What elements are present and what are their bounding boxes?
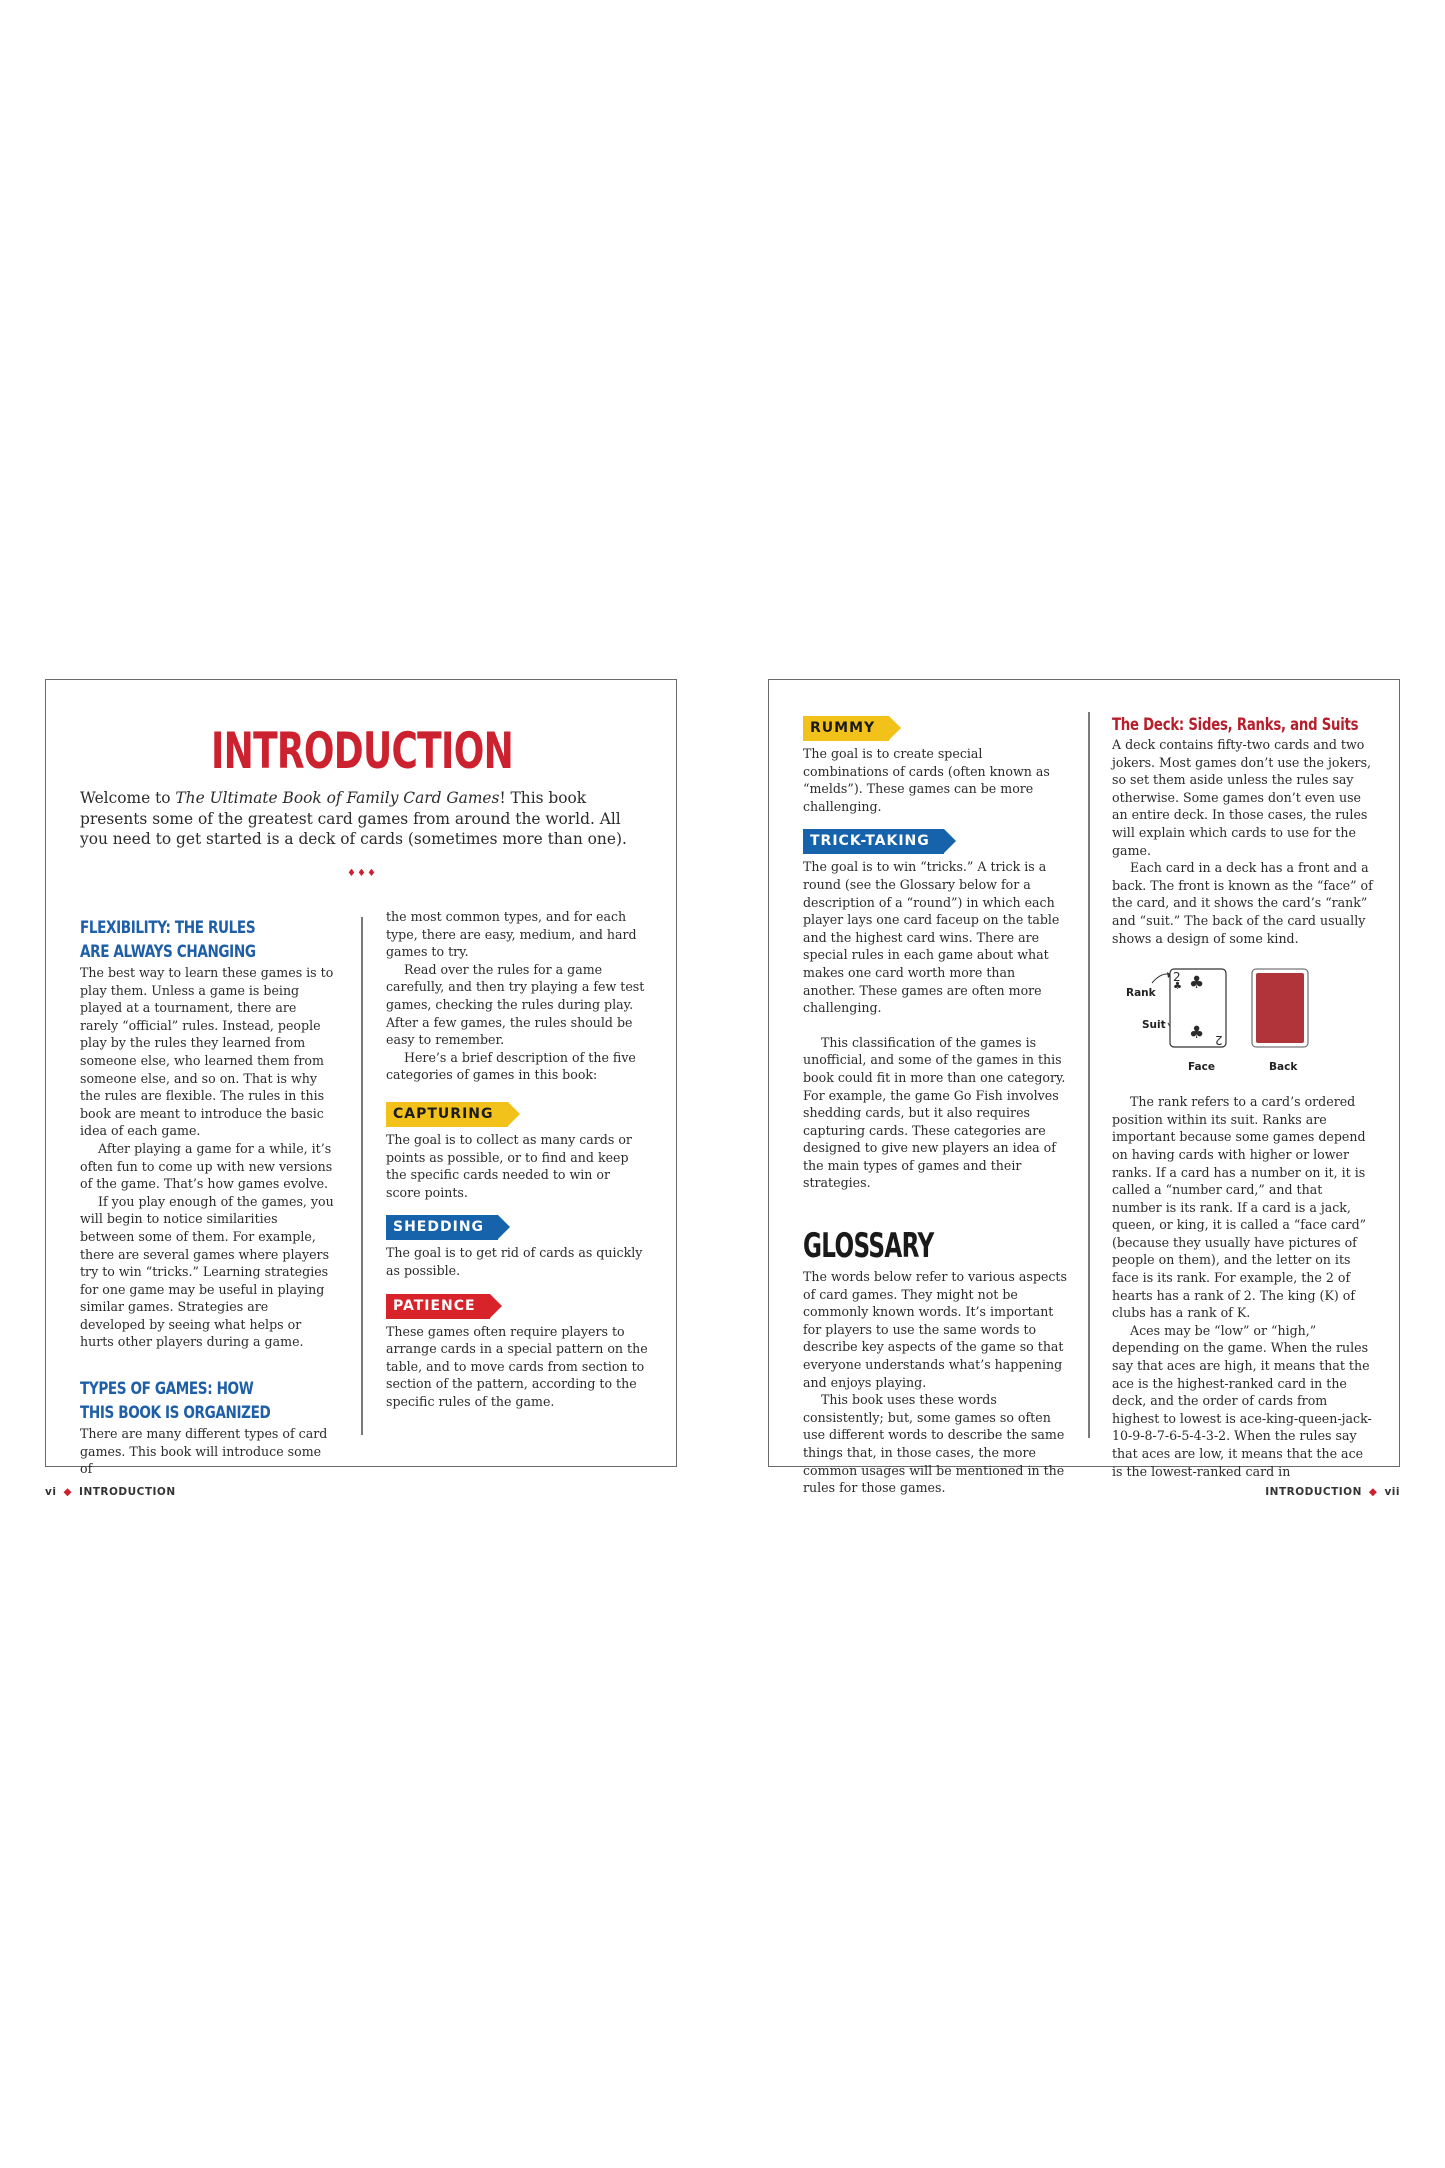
shedding-description: The goal is to get rid of cards as quickly as possible. — [386, 1245, 643, 1278]
book-title: The Ultimate Book of Family Card Games — [175, 789, 500, 807]
left-footer — [45, 1486, 176, 1498]
glossary-paragraph-2: This book uses these words consistently; but, some games so often use different words to describe the same things that, in those cases, the more common usages will be mentioned in the rules for those games. — [803, 1392, 1065, 1496]
rank-label: Rank — [1126, 987, 1156, 1000]
diamond-divider-icon: ♦♦♦ — [347, 868, 377, 879]
left-column-2 — [386, 908, 648, 1410]
flexibility-paragraph-1: The best way to learn these games is to play them. Unless a game is being played at a tournament, there are rarely “official” rules. Instead, people play by the rules they learned from someone else, who learned them from someone else, and so on. That is why the rules are flexible. The rules in this book are meant to introduce the basic idea of each game. — [80, 965, 334, 1139]
patience-tag: PATIENCE — [386, 1294, 490, 1319]
patience-description: These games often require players to arrange cards in a special pattern on the table, and to move cards from section to section of the pattern, according to the specific rules of the game. — [386, 1323, 648, 1409]
right-page-number: vii — [1384, 1486, 1400, 1498]
column-rule — [1088, 712, 1090, 1438]
glossary-title: GLOSSARY — [803, 1226, 934, 1267]
left-page-number: vi — [45, 1486, 57, 1498]
right-column-1 — [803, 716, 1071, 1497]
deck-heading: The Deck: Sides, Ranks, and Suits — [1112, 715, 1359, 735]
intro-text-start: Welcome to — [80, 789, 176, 807]
types-paragraph-4: Here’s a brief description of the five categories of games in this book: — [386, 1049, 636, 1083]
suit-label: Suit — [1142, 1019, 1166, 1032]
capturing-tag: CAPTURING — [386, 1102, 508, 1127]
flexibility-heading-line1: FLEXIBILITY: THE RULES — [80, 918, 256, 938]
footer-diamond-icon: ◆ — [1368, 1486, 1378, 1498]
capturing-description: The goal is to collect as many cards or points as possible, or to find and keep the specific cards needed to win or score points. — [386, 1131, 632, 1200]
left-page — [45, 679, 677, 1477]
intro-paragraph — [80, 788, 650, 850]
glossary-paragraph-1: The words below refer to various aspects of card games. They might not be commonly known words. It’s important for players to use the same words to describe key aspects of the game so that everyone understands what’s happening and enjoys playing. — [803, 1269, 1067, 1390]
back-label: Back — [1269, 1061, 1298, 1074]
flexibility-heading-line2: ARE ALWAYS CHANGING — [80, 942, 256, 962]
club-pip-top-icon: ♣ — [1189, 973, 1205, 994]
types-paragraph-1: There are many different types of card games. This book will introduce some of — [80, 1426, 328, 1477]
trick-taking-tag: TRICK-TAKING — [803, 829, 944, 854]
back-card-pattern — [1256, 973, 1304, 1043]
column-rule — [361, 917, 363, 1435]
card-diagram — [1112, 967, 1374, 1085]
rank-paragraph-2: Aces may be “low” or “high,” depending on the game. When the rules say that aces are high, it means that the ace is the highest-ranked card in the deck, and the order of cards from highest to lowest is ace-king-queen-jack-10-9-8-7-6-5-4-3-2. When the rules say that aces are low, it means that the ace is the lowest-ranked card in — [1112, 1322, 1372, 1479]
types-paragraph-3: Read over the rules for a game carefully, and then try playing a few test games, checking the rules during play. After a few games, the rules should be easy to remember. — [386, 961, 645, 1048]
flexibility-paragraph-2: After playing a game for a while, it’s often fun to come up with new versions of the game. That’s how games evolve. — [80, 1140, 333, 1192]
flexibility-paragraph-3: If you play enough of the games, you will begin to notice similarities between some of them. For example, there are several games where players try to win “tricks.” Learning strategies for one game may be useful in playing similar games. Strategies are developed by seeing what helps or hurts other players during a game. — [80, 1193, 334, 1350]
deck-paragraph-2: Each card in a deck has a front and a back. The front is known as the “face” of the card, and it shows the card’s “rank” and “suit.” The back of the card usually shows a design of some kind. — [1112, 860, 1373, 946]
card-suit-small-icon: ♣ — [1173, 981, 1182, 993]
deck-paragraph-1: A deck contains fifty-two cards and two jokers. Most games don’t use the jokers, so set them aside unless the rules say otherwise. Some games don’t even use an entire deck. In those cases, the rules will explain which cards to use for the game. — [1112, 737, 1372, 858]
left-running-head: INTRODUCTION — [79, 1486, 176, 1498]
rank-paragraph-1: The rank refers to a card’s ordered position within its suit. Ranks are important because some games depend on having cards with higher or lower ranks. If a card has a number on it, it is called a “number card,” and that number is its rank. If a card is a jack, queen, or king, it is called a “face card” (because they usually have pictures of people on them), and the letter on its face is its rank. For example, the 2 of hearts has a rank of 2. The king (K) of clubs has a rank of K. — [1112, 1094, 1367, 1321]
right-column-2 — [1112, 714, 1374, 1480]
card-rank-bottom: 2 — [1215, 1033, 1223, 1048]
classification-paragraph: This classification of the games is unofficial, and some of the games in this book could fit in more than one category. For example, the game Go Fish involves shedding cards, but it also requires capturing cards. These categories are designed to give new players an idea of the main types of games and their strategies. — [803, 1034, 1066, 1191]
types-paragraph-2: the most common types, and for each type, there are easy, medium, and hard games to try. — [386, 909, 637, 960]
trick-taking-description: The goal is to win “tricks.” A trick is a round (see the Glossary below for a description of a “round”) in which each player lays one card faceup on the table and the highest card wins. There are special rules in each game about what makes one card worth more than another. These games are often more challenging. — [803, 859, 1060, 1016]
right-footer — [1265, 1486, 1400, 1498]
shedding-tag: SHEDDING — [386, 1215, 498, 1240]
intro-text-end: ! This book presents some of the greatest card games from around the world. All you need to get started is a deck of cards (sometimes more than one). — [80, 789, 627, 848]
rummy-description: The goal is to create special combinations of cards (often known as “melds”). These games can be more challenging. — [803, 746, 1050, 814]
card-figure-svg — [1112, 967, 1374, 1067]
club-pip-bottom-icon: ♣ — [1189, 1023, 1205, 1044]
left-column-1 — [80, 916, 335, 1478]
right-running-head: INTRODUCTION — [1265, 1486, 1362, 1498]
footer-diamond-icon: ◆ — [63, 1486, 73, 1498]
page-title: INTRODUCTION — [211, 722, 513, 780]
types-heading-line1: TYPES OF GAMES: HOW — [80, 1379, 254, 1400]
card-rank-top: 2 — [1173, 970, 1181, 985]
rummy-tag: RUMMY — [803, 716, 889, 741]
types-heading-line2: THIS BOOK IS ORGANIZED — [80, 1403, 271, 1424]
face-label: Face — [1188, 1061, 1215, 1074]
